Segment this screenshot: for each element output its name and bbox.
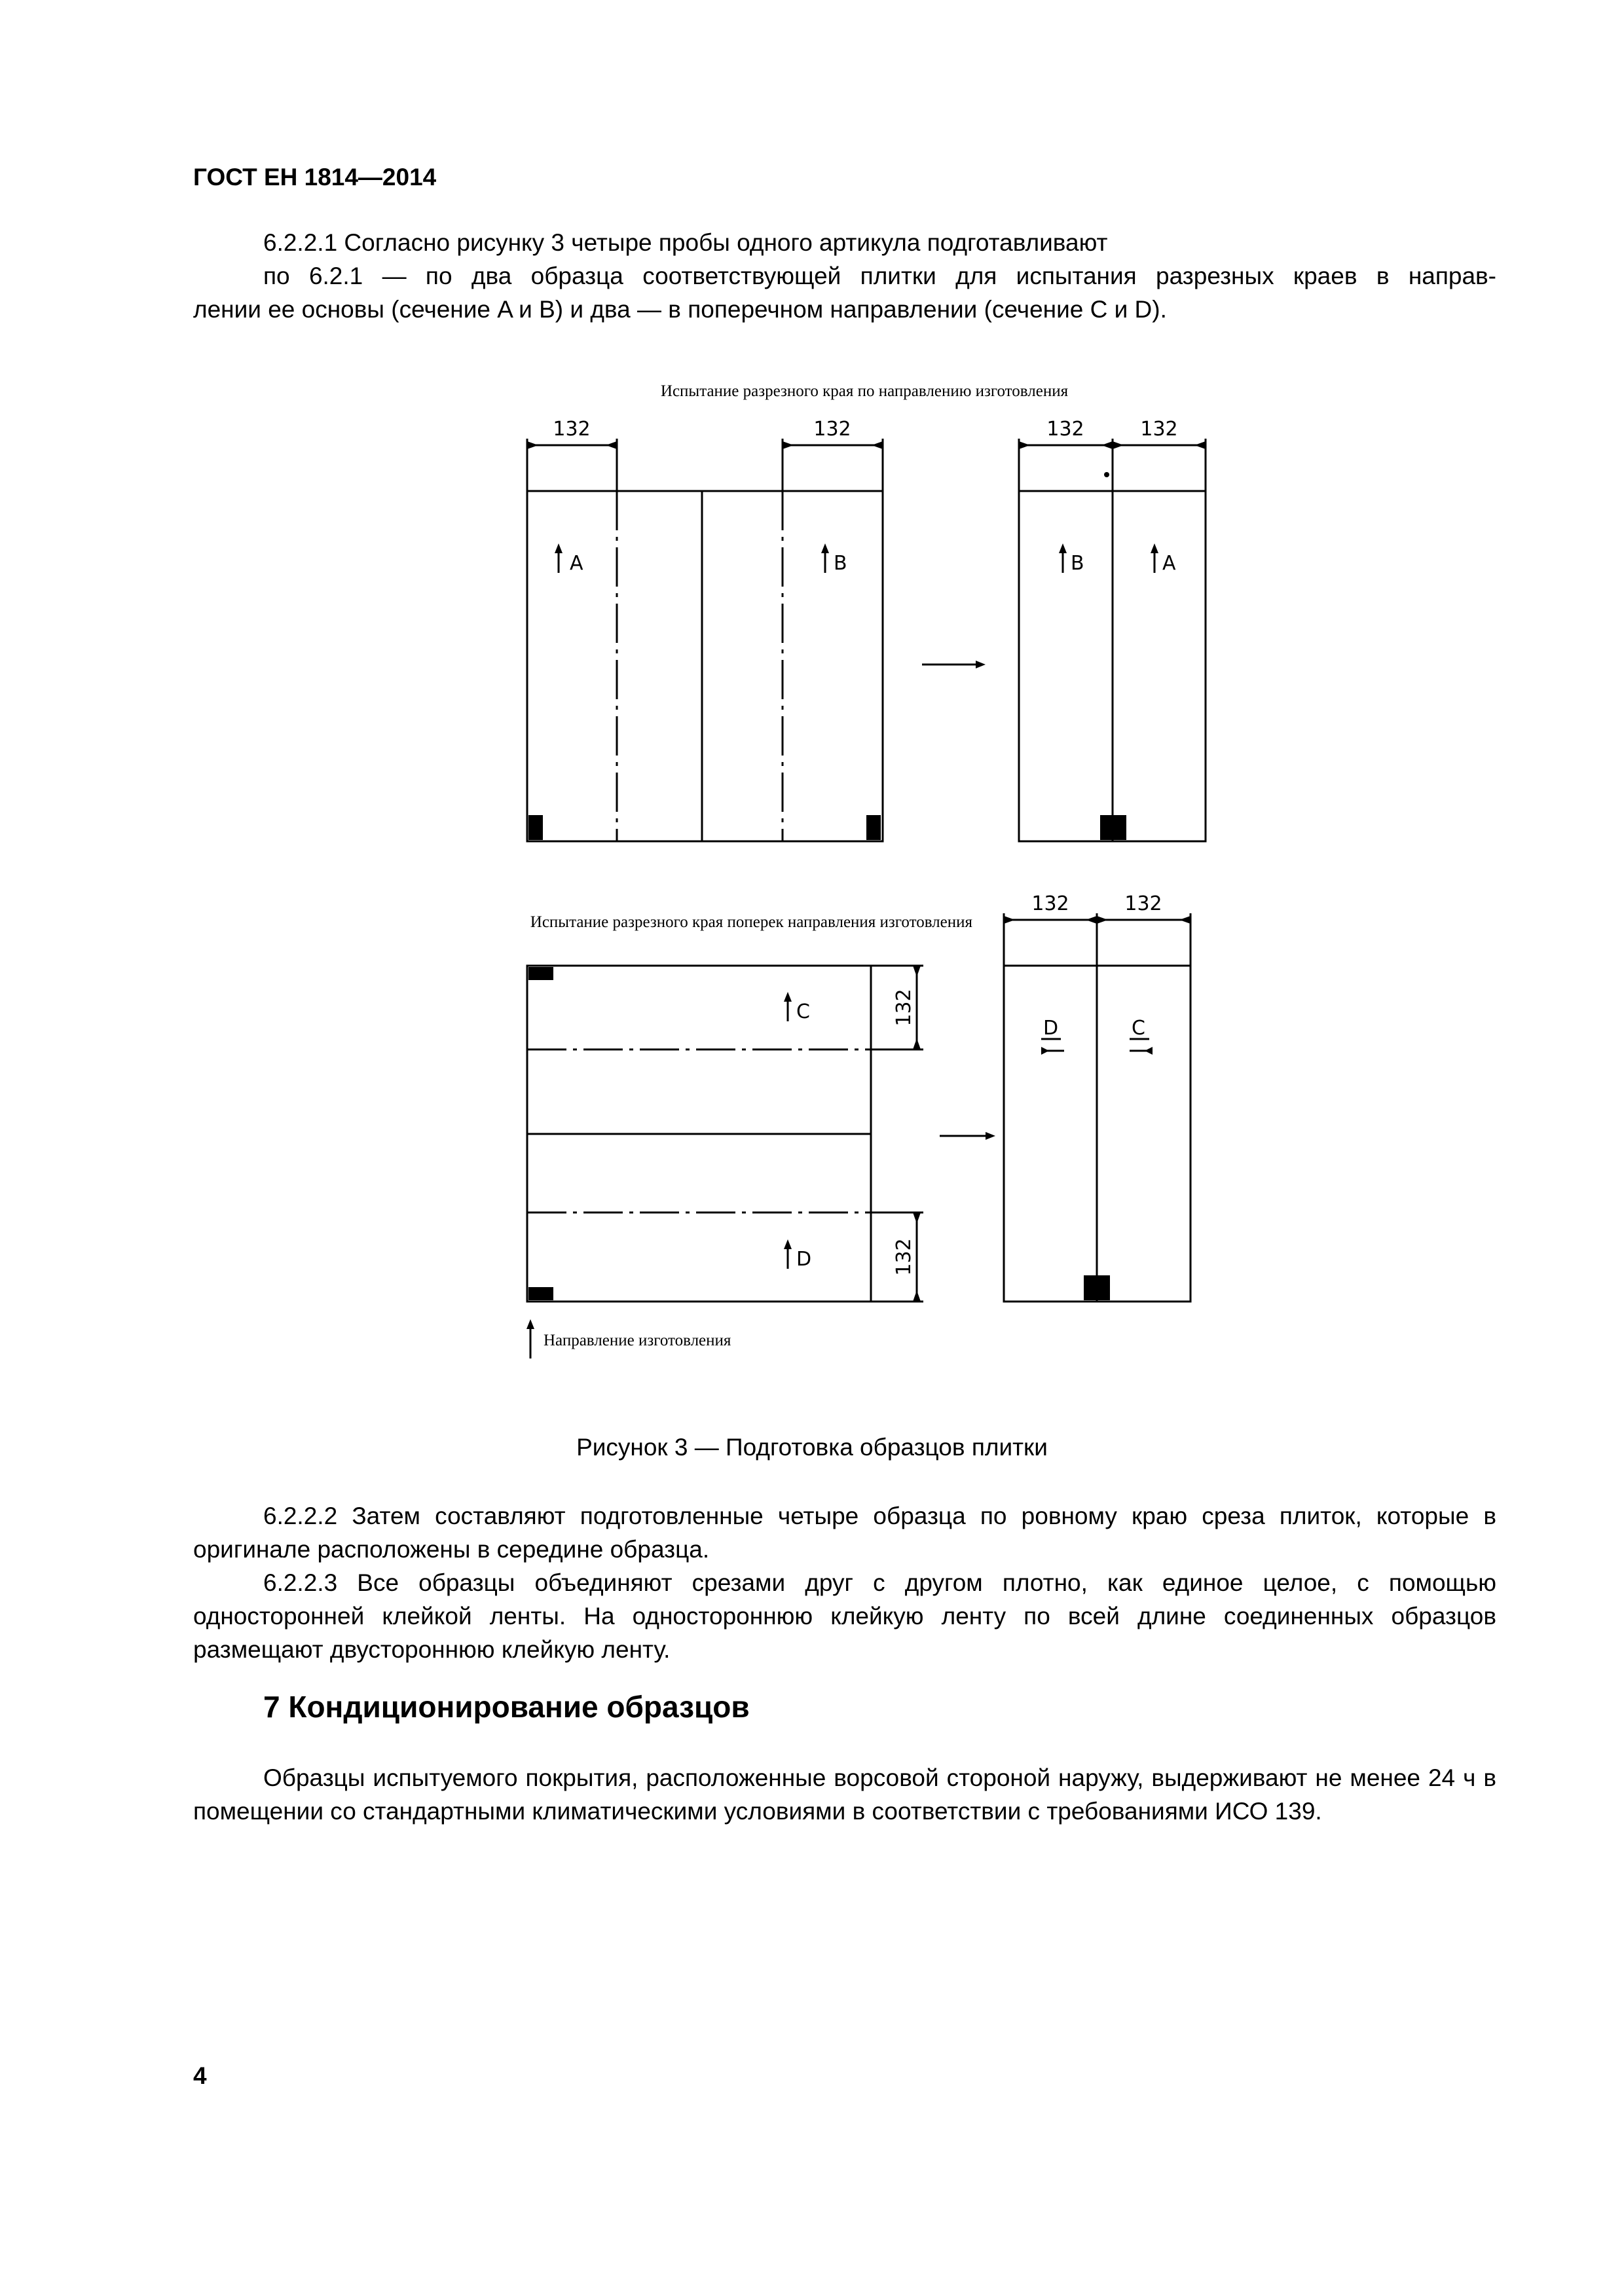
corner-marker — [528, 1287, 553, 1300]
corner-marker — [1084, 1275, 1110, 1300]
figure-bottom-title: Испытание разрезного края поперек направления изготовления — [530, 913, 972, 931]
section-heading: 7 Кондиционирование образцов — [263, 1690, 750, 1724]
document-header: ГОСТ ЕН 1814—2014 — [193, 164, 437, 191]
paragraph-text: 6.2.2.3 Все образцы объединяют срезами друг с другом плотно, как единое целое, с помощью односторонней клейкой ленты. На одностороннюю клейкую ленту по всей длине соединенных образцов размещают двустороннюю клейкую ленту. — [193, 1569, 1496, 1663]
paragraph-line: лении ее основы (сечение A и B) и два — в поперечном направлении (сечение C и D). — [193, 296, 1167, 323]
dimension-label: 132 — [1140, 418, 1178, 441]
figure-top-title: Испытание разрезного края по направлению изготовления — [660, 382, 1069, 400]
section-label-c: C — [796, 1000, 810, 1023]
corner-marker — [528, 815, 543, 840]
section-label-b: B — [834, 552, 847, 575]
dimension-label: 132 — [1031, 892, 1069, 915]
dimension-label: 132 — [893, 989, 915, 1027]
section-label-b: B — [1071, 552, 1084, 575]
paragraph-section-7 — [193, 1761, 1496, 1828]
dimension-label: 132 — [1046, 418, 1084, 441]
section-label-d: D — [1043, 1017, 1059, 1040]
dimension-label: 132 — [813, 418, 851, 441]
corner-marker — [866, 815, 881, 840]
paragraph-6-2-2-2 — [193, 1499, 1496, 1566]
dimension-label: 132 — [893, 1238, 915, 1276]
paragraph-text: 6.2.2.2 Затем составляют подготовленные четыре образца по ровному краю среза плиток, которые в оригинале расположены в середине образца. — [193, 1503, 1496, 1563]
corner-marker — [1100, 815, 1126, 840]
corner-marker — [528, 967, 553, 980]
paragraph-text: Образцы испытуемого покрытия, расположенные ворсовой стороной наружу, выдерживают не менее 24 ч в помещении со стандартными климатическими условиями в соответствии с требованиями ИСО 139. — [193, 1764, 1496, 1825]
dimension-label: 132 — [553, 418, 591, 441]
section-label-c: C — [1132, 1017, 1145, 1040]
top-left-tile — [527, 491, 883, 841]
paragraph-line: по 6.2.1 — по два образца соответствующей плитки для испытания разрезных краев в направ- — [263, 263, 1496, 289]
paragraph-6-2-2-3 — [193, 1566, 1496, 1666]
figure-legend-label: Направление изготовления — [544, 1332, 731, 1349]
section-label-a: A — [1162, 552, 1176, 575]
dimension-label: 132 — [1124, 892, 1162, 915]
section-label-a: A — [570, 552, 583, 575]
paragraph-line: 6.2.2.1 Согласно рисунку 3 четыре пробы одного артикула подготавливают — [263, 229, 1108, 256]
section-label-d: D — [796, 1248, 812, 1271]
figure-caption: Рисунок 3 — Подготовка образцов плитки — [576, 1434, 1048, 1461]
page-number: 4 — [193, 2062, 207, 2089]
